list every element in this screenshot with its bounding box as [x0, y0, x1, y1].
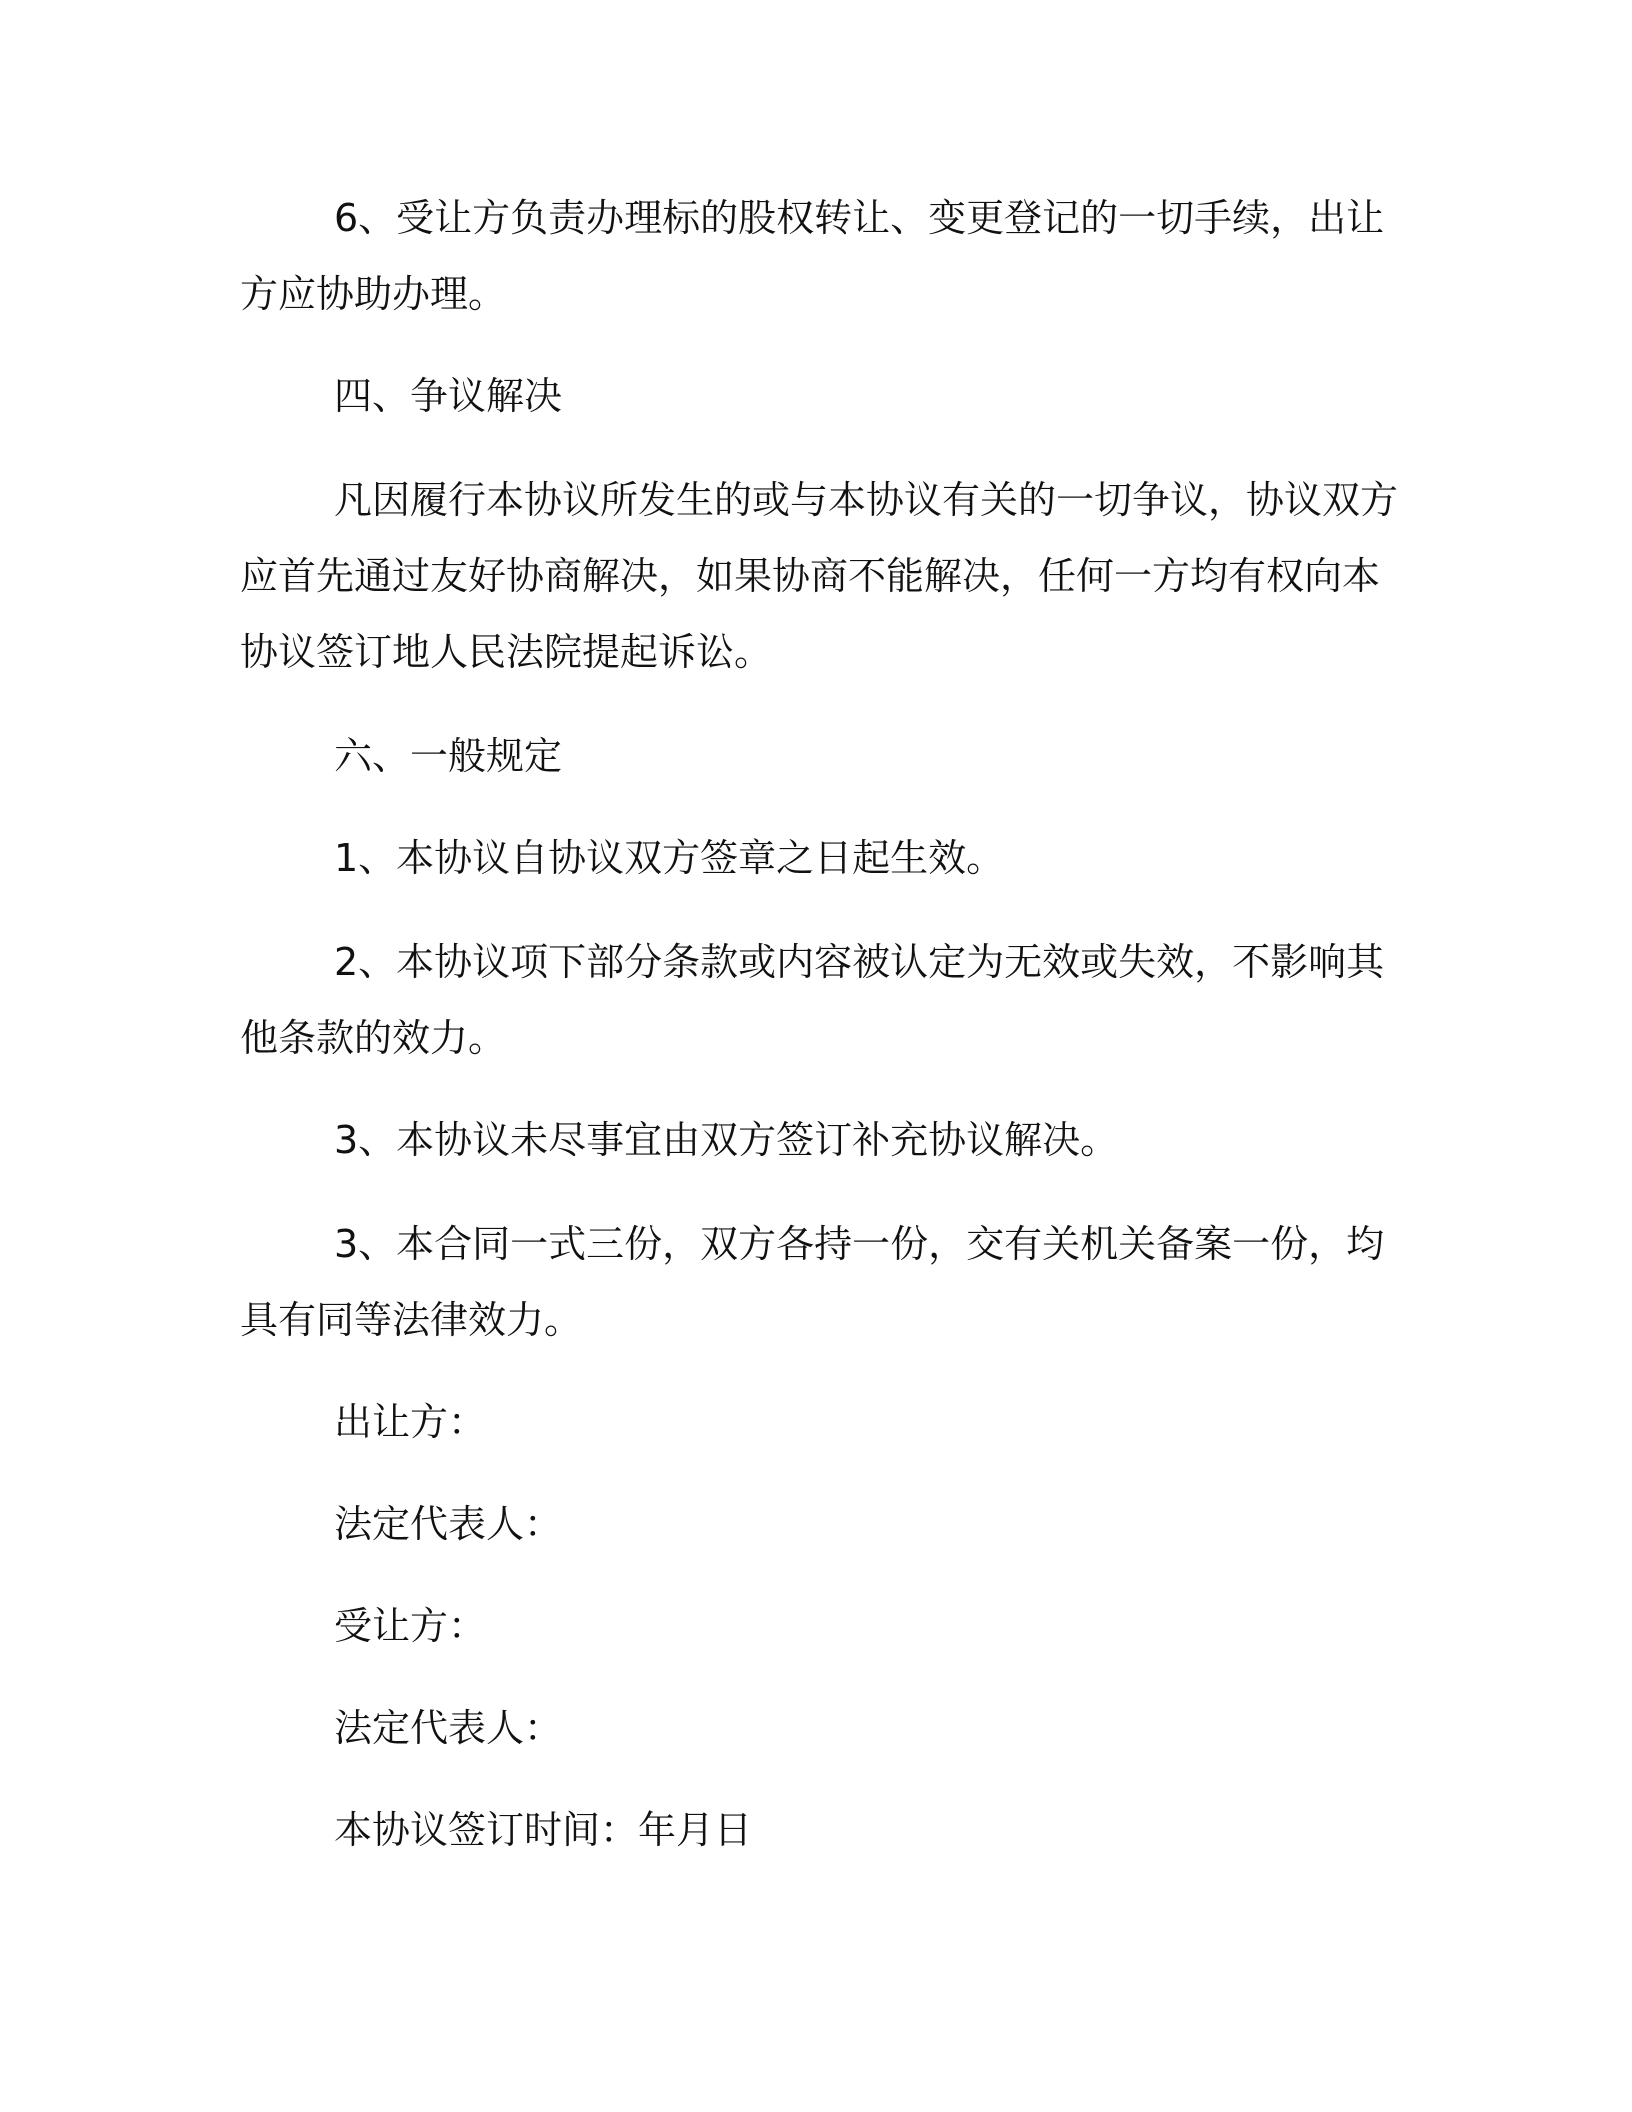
signature-legal-rep-1: 法定代表人： [334, 1502, 563, 1546]
section-6-heading [240, 718, 1380, 794]
dispute-resolution-paragraph [240, 462, 1399, 690]
general-clause-2 [240, 924, 1385, 1076]
dispute-line-3: 协议签订地人民法院提起诉讼。 [240, 630, 773, 674]
general-clause-1 [240, 820, 1380, 896]
signature-legal-rep-2: 法定代表人： [334, 1706, 563, 1750]
clause-6-paragraph [240, 180, 1385, 332]
general-clause-2-line-1: 2、本协议项下部分条款或内容被认定为无效或失效，不影响其 [334, 940, 1385, 984]
general-clause-3b [240, 1206, 1385, 1358]
general-clause-2-line-2: 他条款的效力。 [240, 1016, 507, 1060]
dispute-line-1: 凡因履行本协议所发生的或与本协议有关的一切争议，协议双方 [334, 478, 1399, 522]
section-4-heading [240, 358, 1380, 434]
general-clause-3 [240, 1102, 1380, 1178]
clause-6-line-2: 方应协助办理。 [240, 272, 507, 316]
signature-transferee: 受让方： [334, 1604, 487, 1648]
section-4-heading-text: 四、争议解决 [334, 374, 563, 418]
general-clause-3b-line-2: 具有同等法律效力。 [240, 1298, 583, 1342]
dispute-line-2: 应首先通过友好协商解决，如果协商不能解决，任何一方均有权向本 [240, 554, 1381, 598]
signature-signing-date: 本协议签订时间：年月日 [334, 1808, 753, 1852]
general-clause-1-text: 1、本协议自协议双方签章之日起生效。 [334, 836, 1005, 880]
section-6-heading-text: 六、一般规定 [334, 734, 563, 778]
general-clause-3b-line-1: 3、本合同一式三份，双方各持一份，交有关机关备案一份，均 [334, 1222, 1385, 1266]
clause-6-line-1: 6、受让方负责办理标的股权转让、变更登记的一切手续，出让 [334, 196, 1385, 240]
signature-transferor: 出让方： [334, 1400, 487, 1444]
general-clause-3-text: 3、本协议未尽事宜由双方签订补充协议解决。 [334, 1118, 1119, 1162]
